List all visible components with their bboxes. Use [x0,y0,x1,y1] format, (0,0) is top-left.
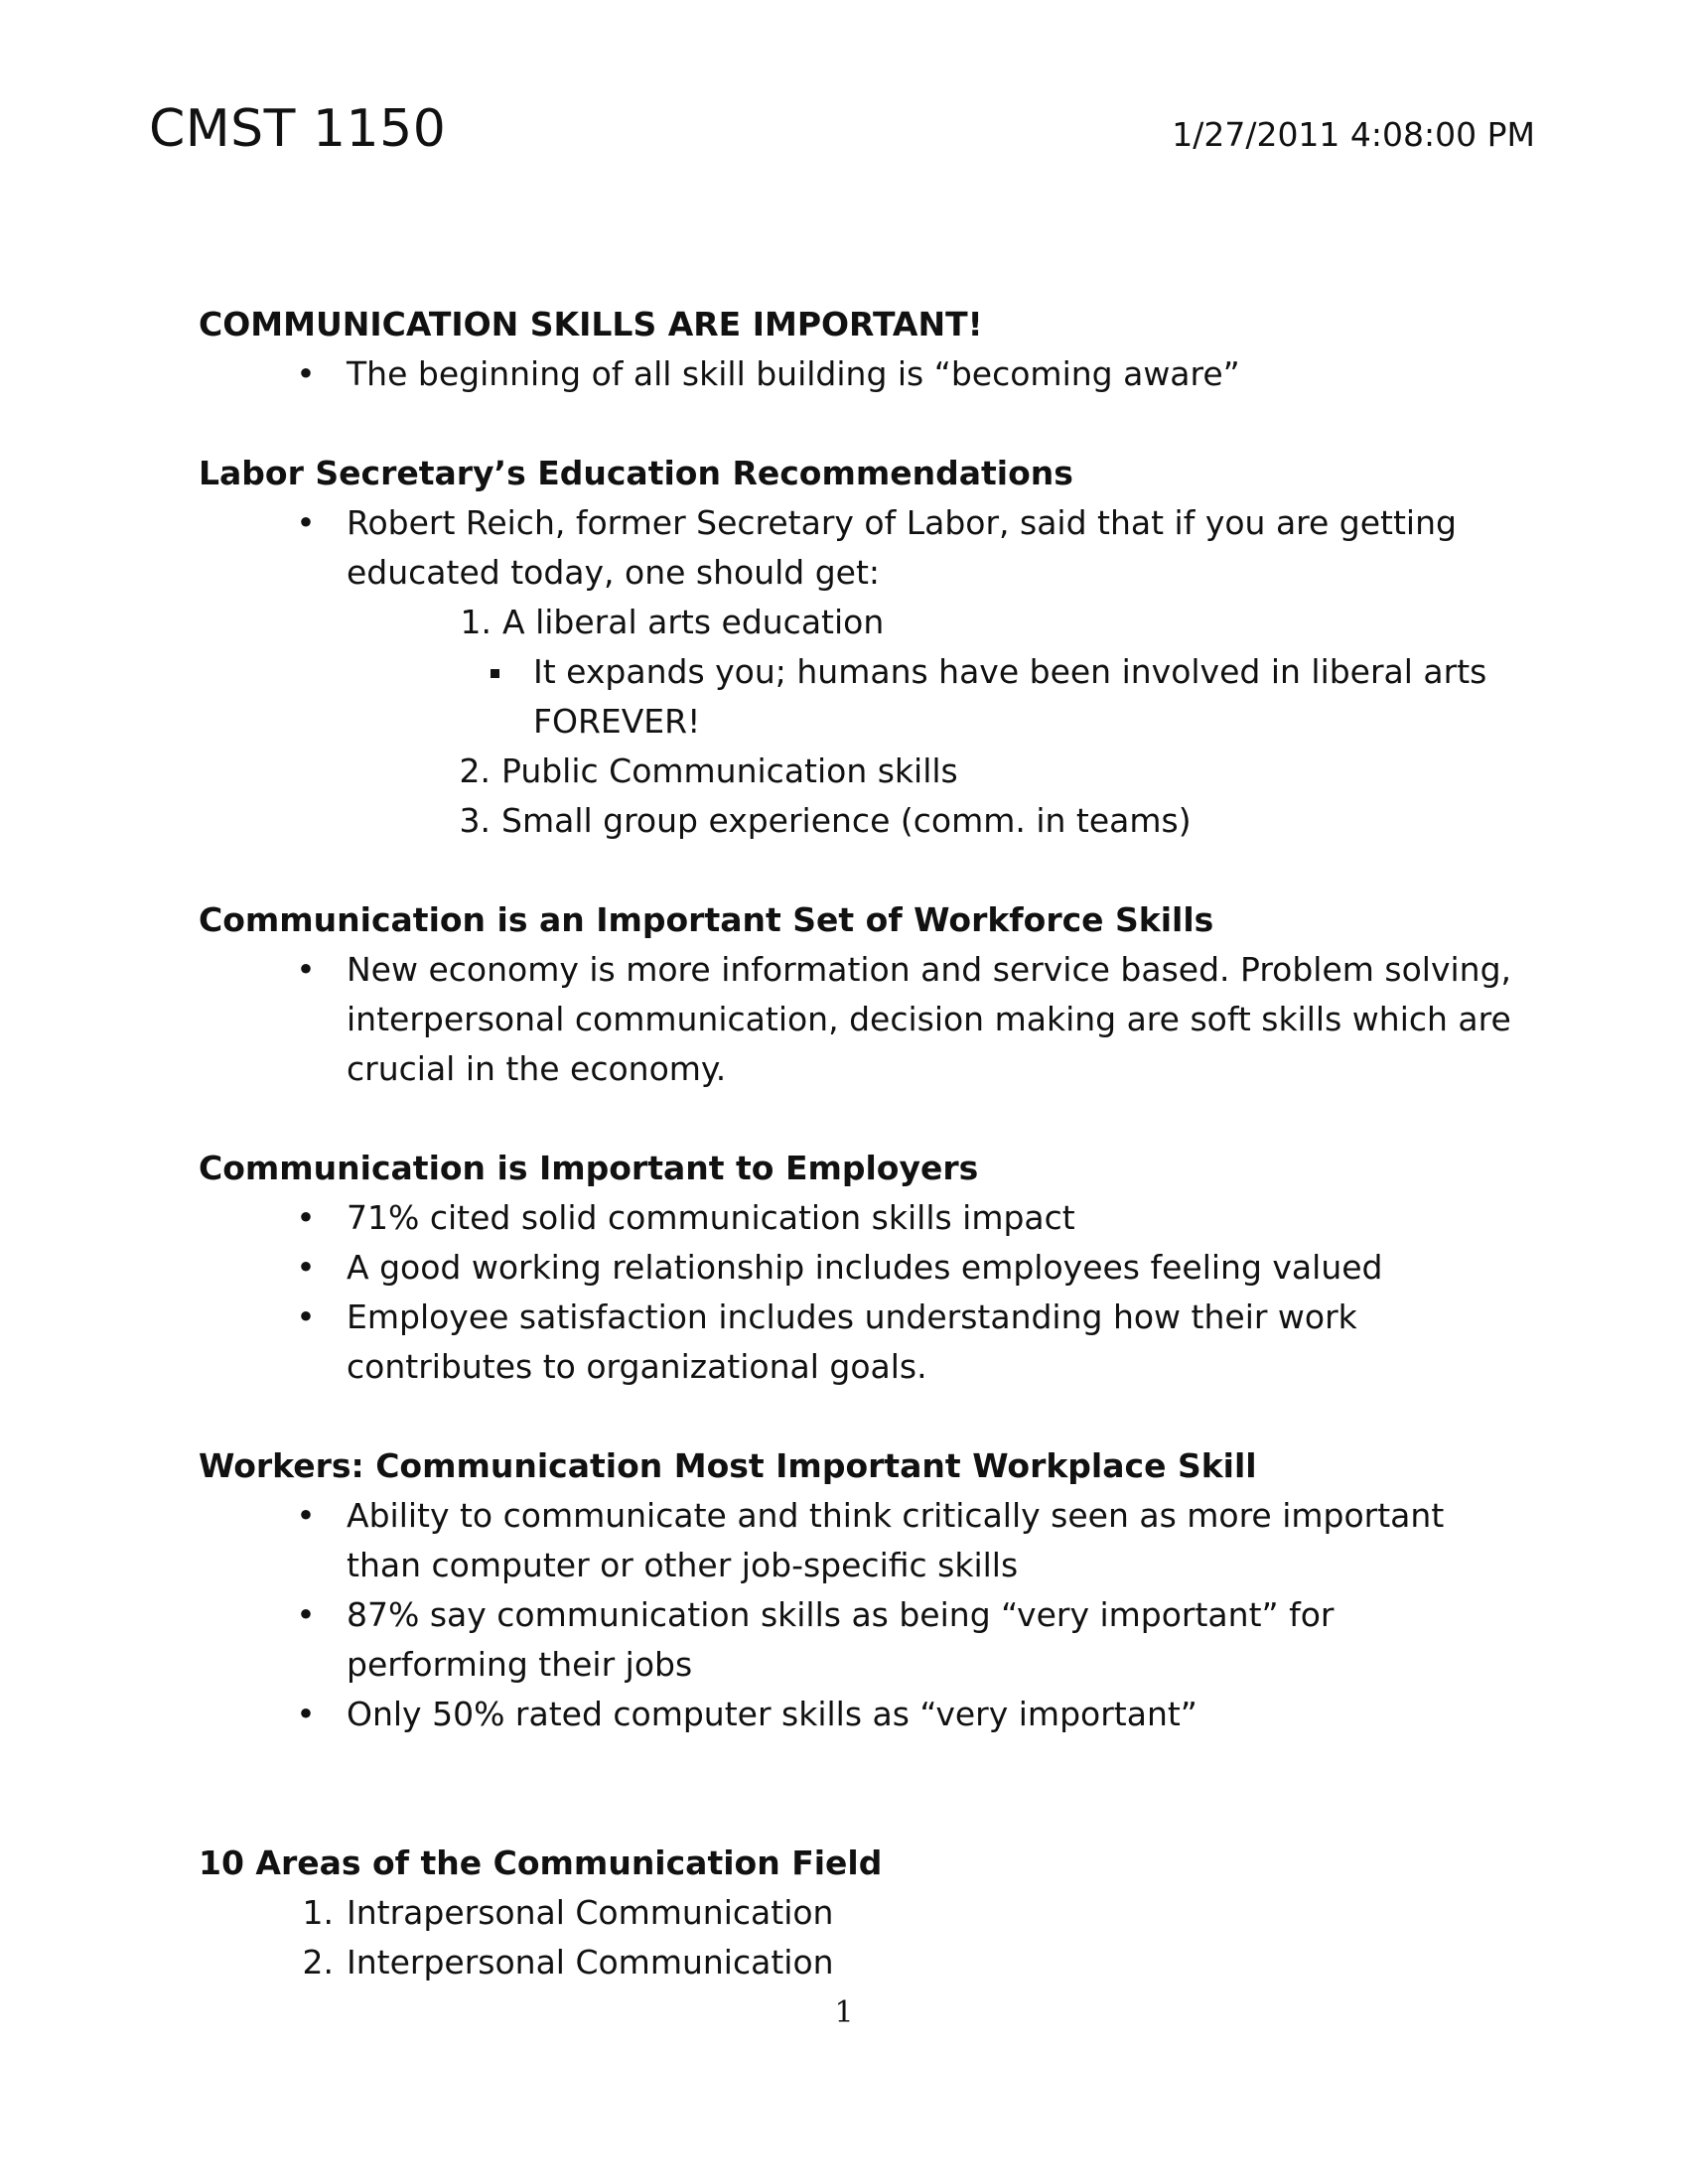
bullet-list [199,498,1519,647]
square-bullet-icon [491,669,499,678]
section-heading: Labor Secretary’s Education Recommendations [199,454,1073,492]
bullet-icon: • [296,1695,316,1733]
list-item-text: Intrapersonal Communication [347,1893,834,1932]
page-number: 1 [834,1995,854,2030]
list-item-text: Public Communication skills [501,751,958,790]
list-number: 1. [302,1893,334,1932]
list-number: 2. [302,1943,334,1981]
section-workforce-skills [199,895,1519,1094]
section-heading: Workers: Communication Most Important Workplace Skill [199,1446,1257,1485]
list-item [199,498,1519,647]
numbered-list [199,747,1519,846]
bullet-list [199,945,1519,1094]
list-item-text: New economy is more information and service based. Problem solving, interpersonal communication, decision making are soft skills which are crucial in the economy. [347,950,1512,1088]
document-datetime: 1/27/2011 4:08:00 PM [1172,115,1535,154]
section-heading: COMMUNICATION SKILLS ARE IMPORTANT! [199,305,983,343]
bullet-icon: • [296,1595,316,1634]
bullet-icon: • [296,1297,316,1336]
list-item-text: It expands you; humans have been involved in liberal arts FOREVER! [533,652,1487,741]
list-number: 2. [459,751,491,790]
list-item [199,349,1519,399]
bullet-icon: • [296,950,316,989]
bullet-list [199,349,1519,399]
section-employers [199,1144,1519,1392]
list-item [199,647,1519,747]
sub-bullet-list [199,647,1519,747]
list-number: 3. [459,801,491,840]
list-item-text: Ability to communicate and think critically seen as more important than computer or other job-specific skills [347,1496,1445,1584]
list-item [199,1293,1519,1392]
section-heading: Communication is Important to Employers [199,1149,979,1187]
list-number: 1. [460,603,492,641]
bullet-icon: • [296,503,316,542]
document-body [199,300,1519,2037]
list-item-text: The beginning of all skill building is “becoming aware” [347,354,1240,393]
list-item-text: Small group experience (comm. in teams) [501,801,1192,840]
section-heading: 10 Areas of the Communication Field [199,1843,883,1882]
course-title: CMST 1150 [149,99,447,159]
list-item [199,1243,1519,1293]
section-communication-field [199,1839,1519,1987]
list-item-text: A liberal arts education [502,603,885,641]
numbered-list [199,1888,1519,1987]
bullet-icon: • [296,1198,316,1237]
bullet-icon: • [296,1248,316,1287]
numbered-list [347,598,1519,647]
list-item-text: A good working relationship includes employees feeling valued [347,1248,1383,1287]
bullet-list [199,1193,1519,1392]
bullet-icon: • [296,1496,316,1535]
list-item-text: Interpersonal Communication [347,1943,834,1981]
list-item [199,1193,1519,1243]
section-workers [199,1441,1519,1739]
list-item [347,598,1519,647]
list-item [199,1491,1519,1590]
list-item-text: Only 50% rated computer skills as “very important” [347,1695,1197,1733]
bullet-icon: • [296,354,316,393]
list-item [199,747,1519,796]
bullet-list [199,1491,1519,1739]
list-item [199,796,1519,846]
list-item-text: 87% say communication skills as being “very important” for performing their jobs [347,1595,1335,1684]
list-item-text: Robert Reich, former Secretary of Labor, said that if you are getting educated today, one should get: [347,503,1457,592]
list-item [199,1938,1519,1987]
list-item [199,1690,1519,1739]
list-item-text: 71% cited solid communication skills impact [347,1198,1075,1237]
list-item [199,945,1519,1094]
section-heading: Communication is an Important Set of Workforce Skills [199,900,1214,939]
list-item [199,1888,1519,1938]
section-labor-secretary [199,449,1519,846]
list-item [199,1590,1519,1690]
list-item-text: Employee satisfaction includes understanding how their work contributes to organizational goals. [347,1297,1357,1386]
section-communication-skills [199,300,1519,399]
